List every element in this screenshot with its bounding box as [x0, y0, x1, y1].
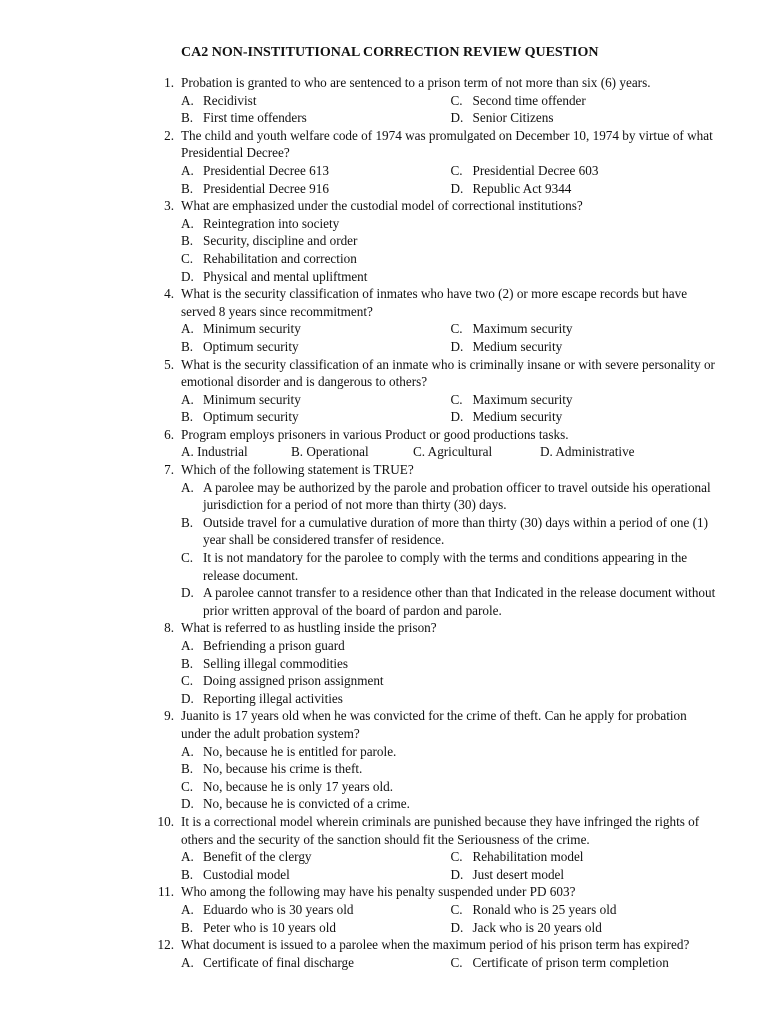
option-text: Minimum security — [203, 321, 301, 337]
option-text: Medium security — [472, 409, 563, 425]
question-text: Probation is granted to who are sentenced to a prison term of not more than six (6) years. — [181, 75, 651, 90]
option-text: Outside travel for a cumulative duration of more than thirty (30) days within a period of one (1) year shall be considered transfer of residence. — [203, 514, 709, 548]
answer-option — [181, 672, 720, 690]
option-text: Maximum security — [472, 321, 573, 337]
document-title: CA2 NON-INSTITUTIONAL CORRECTION REVIEW QUESTION — [181, 45, 599, 60]
option-row — [181, 391, 720, 409]
answer-options — [181, 848, 720, 883]
answer-option — [181, 232, 720, 250]
answer-option — [181, 479, 720, 514]
option-letter: C. — [181, 550, 194, 566]
answer-option — [181, 655, 720, 673]
answer-option — [181, 408, 451, 426]
option-text: Industrial — [197, 444, 248, 460]
option-text: Selling illegal commodities — [203, 655, 349, 671]
option-text: Presidential Decree 613 — [203, 162, 329, 178]
answer-options — [181, 954, 720, 972]
option-text: No, because he is convicted of a crime. — [203, 796, 410, 812]
option-letter: C. — [450, 901, 463, 917]
answer-option — [451, 866, 721, 884]
option-letter: B. — [181, 761, 194, 777]
option-letter: B. — [181, 655, 194, 671]
option-text: Rehabilitation and correction — [203, 250, 357, 266]
option-text: Maximum security — [472, 391, 573, 407]
answer-option — [181, 338, 451, 356]
option-text: Second time offender — [472, 92, 586, 108]
option-letter: A. — [181, 444, 194, 460]
option-text: Eduardo who is 30 years old — [203, 901, 354, 917]
option-letter: D. — [450, 110, 464, 126]
answer-option — [181, 109, 451, 127]
option-row — [181, 901, 720, 919]
answer-option — [181, 901, 451, 919]
option-letter: D. — [450, 338, 464, 354]
option-letter: D. — [181, 268, 194, 284]
option-row — [181, 954, 720, 972]
option-row — [181, 408, 720, 426]
question-text: What document is issued to a parolee when the maximum period of his prison term has expired? — [181, 937, 690, 953]
option-text: Reintegration into society — [203, 215, 340, 231]
option-text: Security, discipline and order — [203, 233, 358, 249]
option-letter: B. — [181, 514, 194, 530]
option-text: Optimum security — [203, 409, 299, 425]
option-text: No, because he is entitled for parole. — [203, 743, 397, 759]
answer-option — [181, 866, 451, 884]
option-letter: C. — [181, 778, 194, 794]
question-item — [150, 127, 720, 197]
option-text: Ronald who is 25 years old — [472, 901, 617, 917]
question-item — [150, 707, 720, 813]
question-item — [150, 426, 720, 461]
option-letter: D. — [450, 409, 464, 425]
question-item — [150, 285, 720, 355]
option-letter: A. — [181, 479, 194, 495]
option-row — [181, 338, 720, 356]
option-text: Doing assigned prison assignment — [203, 673, 384, 689]
answer-options — [181, 743, 720, 813]
question-number: 3. — [164, 198, 174, 214]
answer-option — [181, 760, 720, 778]
option-text: Agricultural — [427, 444, 493, 460]
question-text: Program employs prisoners in various Product or good productions tasks. — [181, 426, 569, 442]
answer-options — [181, 443, 720, 461]
option-text: Presidential Decree 916 — [203, 180, 329, 196]
answer-option — [181, 162, 451, 180]
question-number: 4. — [164, 286, 174, 302]
answer-option — [451, 338, 721, 356]
question-text: The child and youth welfare code of 1974 was promulgated on December 10, 1974 by virtue of what Presidential Decree? — [181, 127, 713, 161]
option-row — [181, 109, 720, 127]
option-letter: C. — [450, 321, 463, 337]
question-text: Who among the following may have his penalty suspended under PD 603? — [181, 884, 576, 900]
option-letter: D. — [181, 585, 194, 601]
answer-options — [181, 479, 720, 620]
question-number: 8. — [164, 620, 174, 636]
option-row — [181, 848, 720, 866]
option-letter: A. — [181, 321, 194, 337]
question-item — [150, 619, 720, 707]
option-row — [181, 180, 720, 198]
answer-option — [451, 391, 721, 409]
option-letter: B. — [181, 866, 194, 882]
answer-option — [181, 795, 720, 813]
answer-options — [181, 215, 720, 285]
answer-option — [181, 215, 720, 233]
option-letter: D. — [540, 444, 553, 460]
option-text: First time offenders — [203, 110, 307, 126]
answer-option — [181, 320, 451, 338]
answer-option — [451, 162, 721, 180]
option-text: Benefit of the clergy — [203, 849, 312, 865]
question-number: 10. — [157, 813, 174, 829]
option-text: A parolee may be authorized by the parole and probation officer to travel outside his operational jurisdiction for a period of not more than thirty (30) days. — [203, 479, 711, 513]
question-list — [150, 74, 720, 971]
option-letter: C. — [413, 444, 426, 460]
answer-option — [181, 514, 720, 549]
option-text: Just desert model — [472, 866, 565, 882]
option-text: Republic Act 9344 — [472, 180, 572, 196]
question-item — [150, 936, 720, 971]
answer-options — [181, 637, 720, 707]
answer-options — [181, 391, 720, 426]
option-letter: A. — [181, 391, 194, 407]
option-letter: B. — [181, 110, 194, 126]
answer-option — [181, 549, 720, 584]
question-number: 12. — [157, 937, 174, 953]
option-text: A parolee cannot transfer to a residence other than that Indicated in the release document without prior written approval of the board of pardon and parole. — [203, 585, 716, 618]
question-number: 2. — [164, 127, 174, 143]
option-letter: D. — [181, 690, 194, 706]
answer-option — [451, 92, 721, 110]
answer-option — [540, 443, 660, 461]
option-letter: B. — [181, 180, 194, 196]
option-text: Recidivist — [203, 92, 257, 108]
option-letter: C. — [450, 162, 463, 178]
question-number: 11. — [158, 884, 174, 900]
option-letter: C. — [181, 250, 194, 266]
option-text: Senior Citizens — [472, 110, 554, 126]
option-letter: B. — [181, 233, 194, 249]
option-text: Minimum security — [203, 391, 301, 407]
option-letter: B. — [291, 444, 304, 460]
question-text: It is a correctional model wherein criminals are punished because they have infringed the rights of others and the security of the sanction should fit the Seriousness of the crime. — [181, 813, 700, 847]
question-number: 5. — [164, 356, 174, 372]
answer-option — [181, 954, 451, 972]
answer-option — [181, 92, 451, 110]
option-row — [181, 919, 720, 937]
option-text: No, because his crime is theft. — [203, 761, 363, 777]
option-letter: A. — [181, 638, 194, 653]
option-letter: D. — [181, 796, 194, 812]
question-number: 1. — [164, 75, 174, 90]
answer-option — [181, 778, 720, 796]
option-text: Certificate of prison term completion — [472, 954, 669, 970]
answer-options — [181, 92, 720, 127]
answer-option — [451, 408, 721, 426]
option-letter: B. — [181, 338, 194, 354]
question-number: 7. — [164, 462, 174, 478]
answer-option — [181, 443, 291, 461]
answer-option — [181, 584, 720, 619]
answer-options — [181, 162, 720, 197]
option-letter: A. — [181, 92, 194, 108]
option-letter: A. — [181, 162, 194, 178]
option-row — [181, 443, 720, 461]
answer-option — [451, 848, 721, 866]
answer-option — [181, 743, 720, 761]
answer-option — [451, 954, 721, 972]
question-item — [150, 461, 720, 619]
option-letter: C. — [450, 92, 463, 108]
answer-option — [181, 848, 451, 866]
option-text: No, because he is only 17 years old. — [203, 778, 394, 794]
answer-option — [451, 901, 721, 919]
answer-option — [451, 919, 721, 937]
option-text: It is not mandatory for the parolee to comply with the terms and conditions appearing in the release document. — [203, 550, 688, 583]
option-letter: C. — [450, 391, 463, 407]
answer-options — [181, 901, 720, 936]
option-letter: A. — [181, 215, 194, 231]
question-number: 6. — [164, 426, 174, 442]
option-text: Physical and mental upliftment — [203, 268, 368, 284]
question-text: What are emphasized under the custodial model of correctional institutions? — [181, 198, 583, 214]
option-row — [181, 92, 720, 110]
question-item — [150, 883, 720, 936]
option-row — [181, 162, 720, 180]
answer-options — [181, 320, 720, 355]
answer-option — [181, 250, 720, 268]
question-text: What is referred to as hustling inside the prison? — [181, 620, 437, 636]
question-item — [150, 813, 720, 883]
answer-option — [181, 690, 720, 708]
question-text: Which of the following statement is TRUE? — [181, 462, 414, 478]
option-letter: D. — [450, 919, 464, 935]
question-number: 9. — [164, 708, 174, 724]
question-item — [150, 197, 720, 285]
answer-option — [181, 919, 451, 937]
option-text: Certificate of final discharge — [203, 954, 354, 970]
option-letter: B. — [181, 409, 194, 425]
option-letter: C. — [181, 673, 194, 689]
option-letter: C. — [450, 849, 463, 865]
option-text: Operational — [306, 444, 369, 460]
option-letter: C. — [450, 954, 463, 970]
question-item — [150, 356, 720, 426]
answer-option — [451, 320, 721, 338]
option-text: Medium security — [472, 338, 563, 354]
question-text: What is the security classification of inmates who have two (2) or more escape records but have served 8 years since recommitment? — [181, 286, 688, 319]
option-text: Reporting illegal activities — [203, 690, 343, 706]
answer-option — [291, 443, 413, 461]
answer-option — [181, 391, 451, 409]
option-letter: B. — [181, 919, 194, 935]
option-text: Jack who is 20 years old — [472, 919, 602, 935]
question-item — [150, 74, 720, 127]
option-letter: A. — [181, 901, 194, 917]
option-text: Custodial model — [203, 866, 290, 882]
answer-option — [181, 637, 720, 655]
answer-option — [451, 109, 721, 127]
option-row — [181, 866, 720, 884]
option-letter: D. — [450, 180, 464, 196]
option-text: Presidential Decree 603 — [472, 162, 599, 178]
option-letter: D. — [450, 866, 464, 882]
answer-option — [181, 180, 451, 198]
option-text: Rehabilitation model — [472, 849, 584, 865]
option-letter: A. — [181, 849, 194, 865]
option-text: Peter who is 10 years old — [203, 919, 336, 935]
option-letter: A. — [181, 743, 194, 759]
answer-option — [451, 180, 721, 198]
question-text: Juanito is 17 years old when he was convicted for the crime of theft. Can he apply for probation under the adult probation system? — [181, 708, 687, 741]
option-text: Administrative — [555, 444, 635, 460]
option-letter: A. — [181, 954, 194, 970]
answer-option — [413, 443, 540, 461]
answer-option — [181, 268, 720, 286]
option-text: Optimum security — [203, 338, 299, 354]
option-text: Befriending a prison guard — [203, 638, 345, 653]
question-text: What is the security classification of an inmate who is criminally insane or with severe personality or emotional disorder and is dangerous to others? — [181, 356, 715, 390]
option-row — [181, 320, 720, 338]
